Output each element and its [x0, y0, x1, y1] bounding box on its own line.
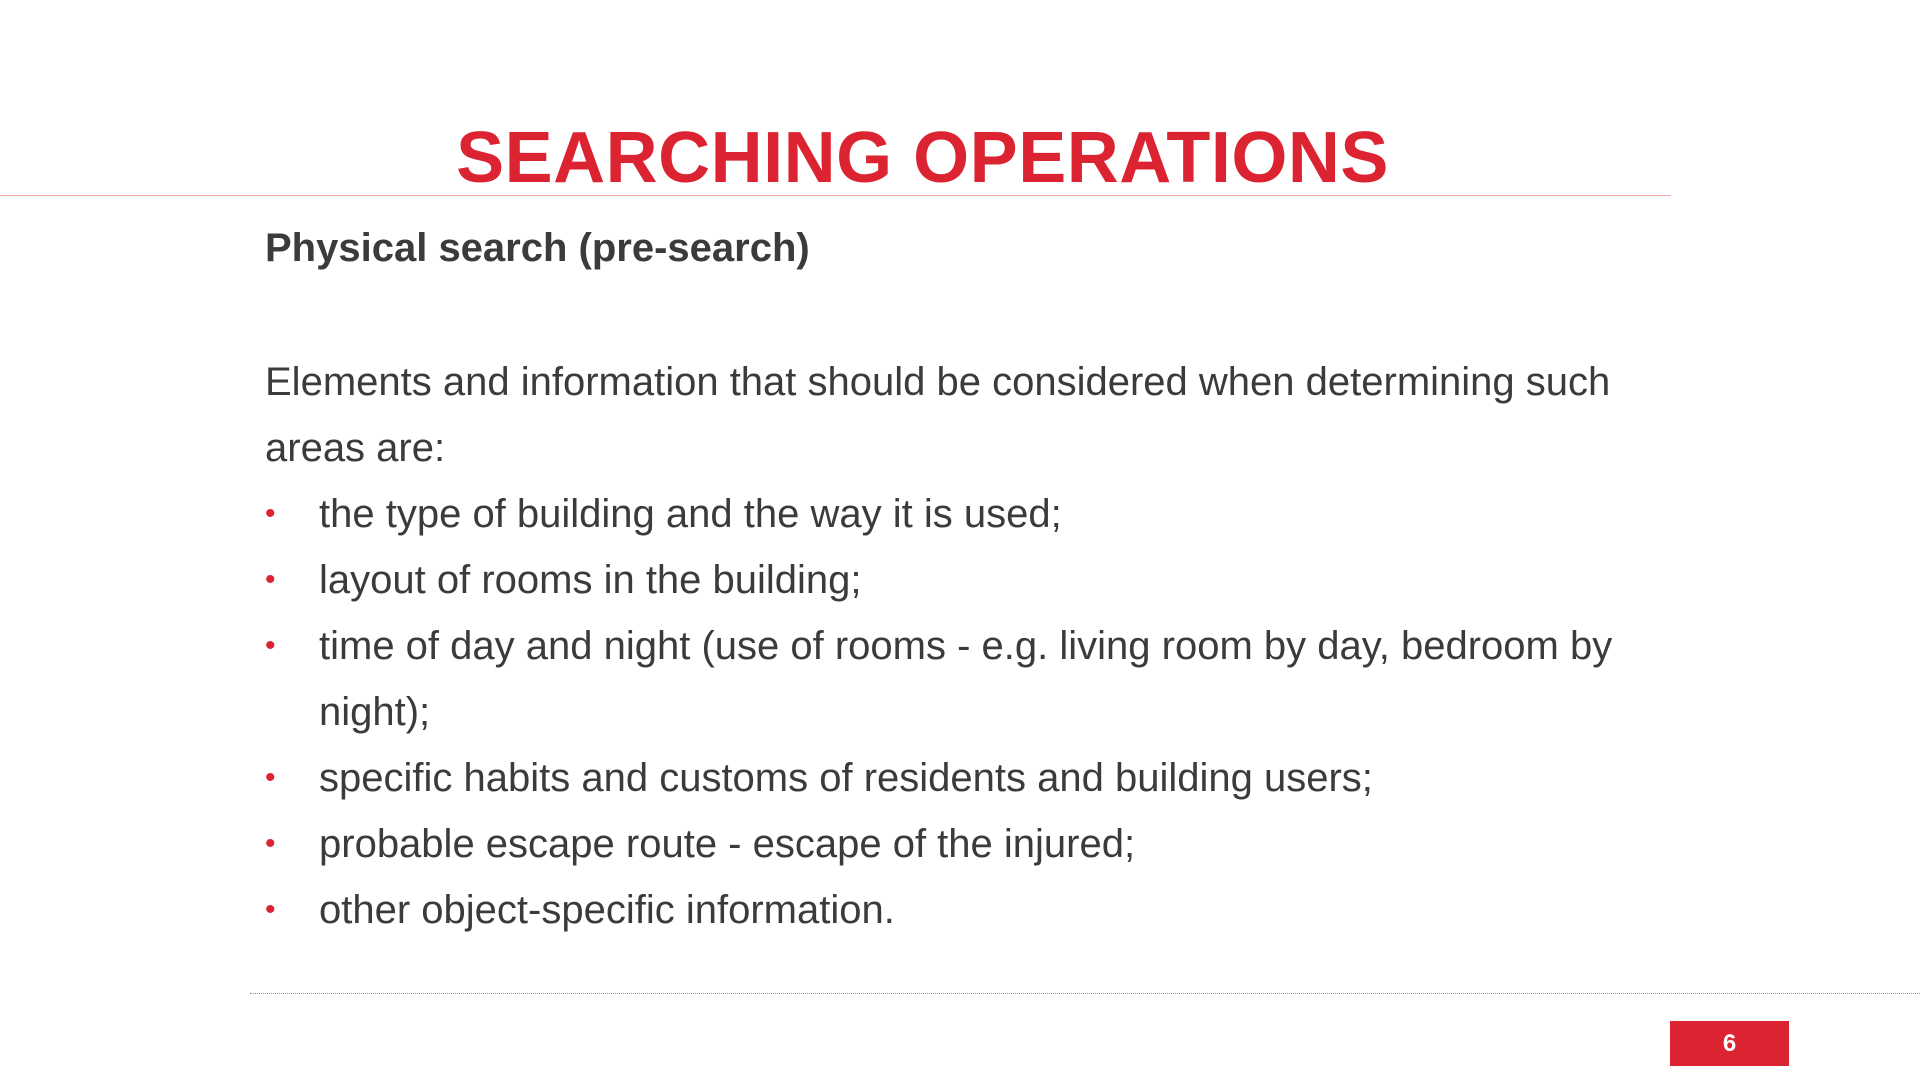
list-item	[265, 547, 1685, 613]
bullet-icon: •	[265, 761, 276, 794]
list-item-text: specific habits and customs of residents and building users;	[319, 756, 1373, 800]
list-item-text: time of day and night (use of rooms - e.g. living room by day, bedroom by night);	[319, 624, 1613, 734]
intro-paragraph: Elements and information that should be considered when determining such areas are:	[265, 360, 1611, 470]
list-item-text: other object-specific information.	[319, 888, 895, 932]
list-item	[265, 481, 1685, 547]
slide-subtitle: Physical search (pre-search)	[265, 226, 810, 270]
bullet-icon: •	[265, 629, 276, 662]
bullet-icon: •	[265, 893, 276, 926]
bullet-icon: •	[265, 827, 276, 860]
list-item	[265, 811, 1685, 877]
list-item-text: the type of building and the way it is used;	[319, 492, 1062, 536]
bullet-icon: •	[265, 563, 276, 596]
list-item	[265, 613, 1685, 745]
slide-content	[265, 218, 1685, 943]
list-item	[265, 745, 1685, 811]
slide-title: SEARCHING OPERATIONS	[456, 118, 1389, 198]
page-number-badge: 6	[1670, 1021, 1789, 1066]
bullet-list	[265, 481, 1685, 943]
bullet-icon: •	[265, 497, 276, 530]
list-item-text: layout of rooms in the building;	[319, 558, 862, 602]
list-item-text: probable escape route - escape of the injured;	[319, 822, 1136, 866]
list-item	[265, 877, 1685, 943]
title-divider	[0, 195, 1671, 196]
footer-divider	[250, 993, 1920, 994]
